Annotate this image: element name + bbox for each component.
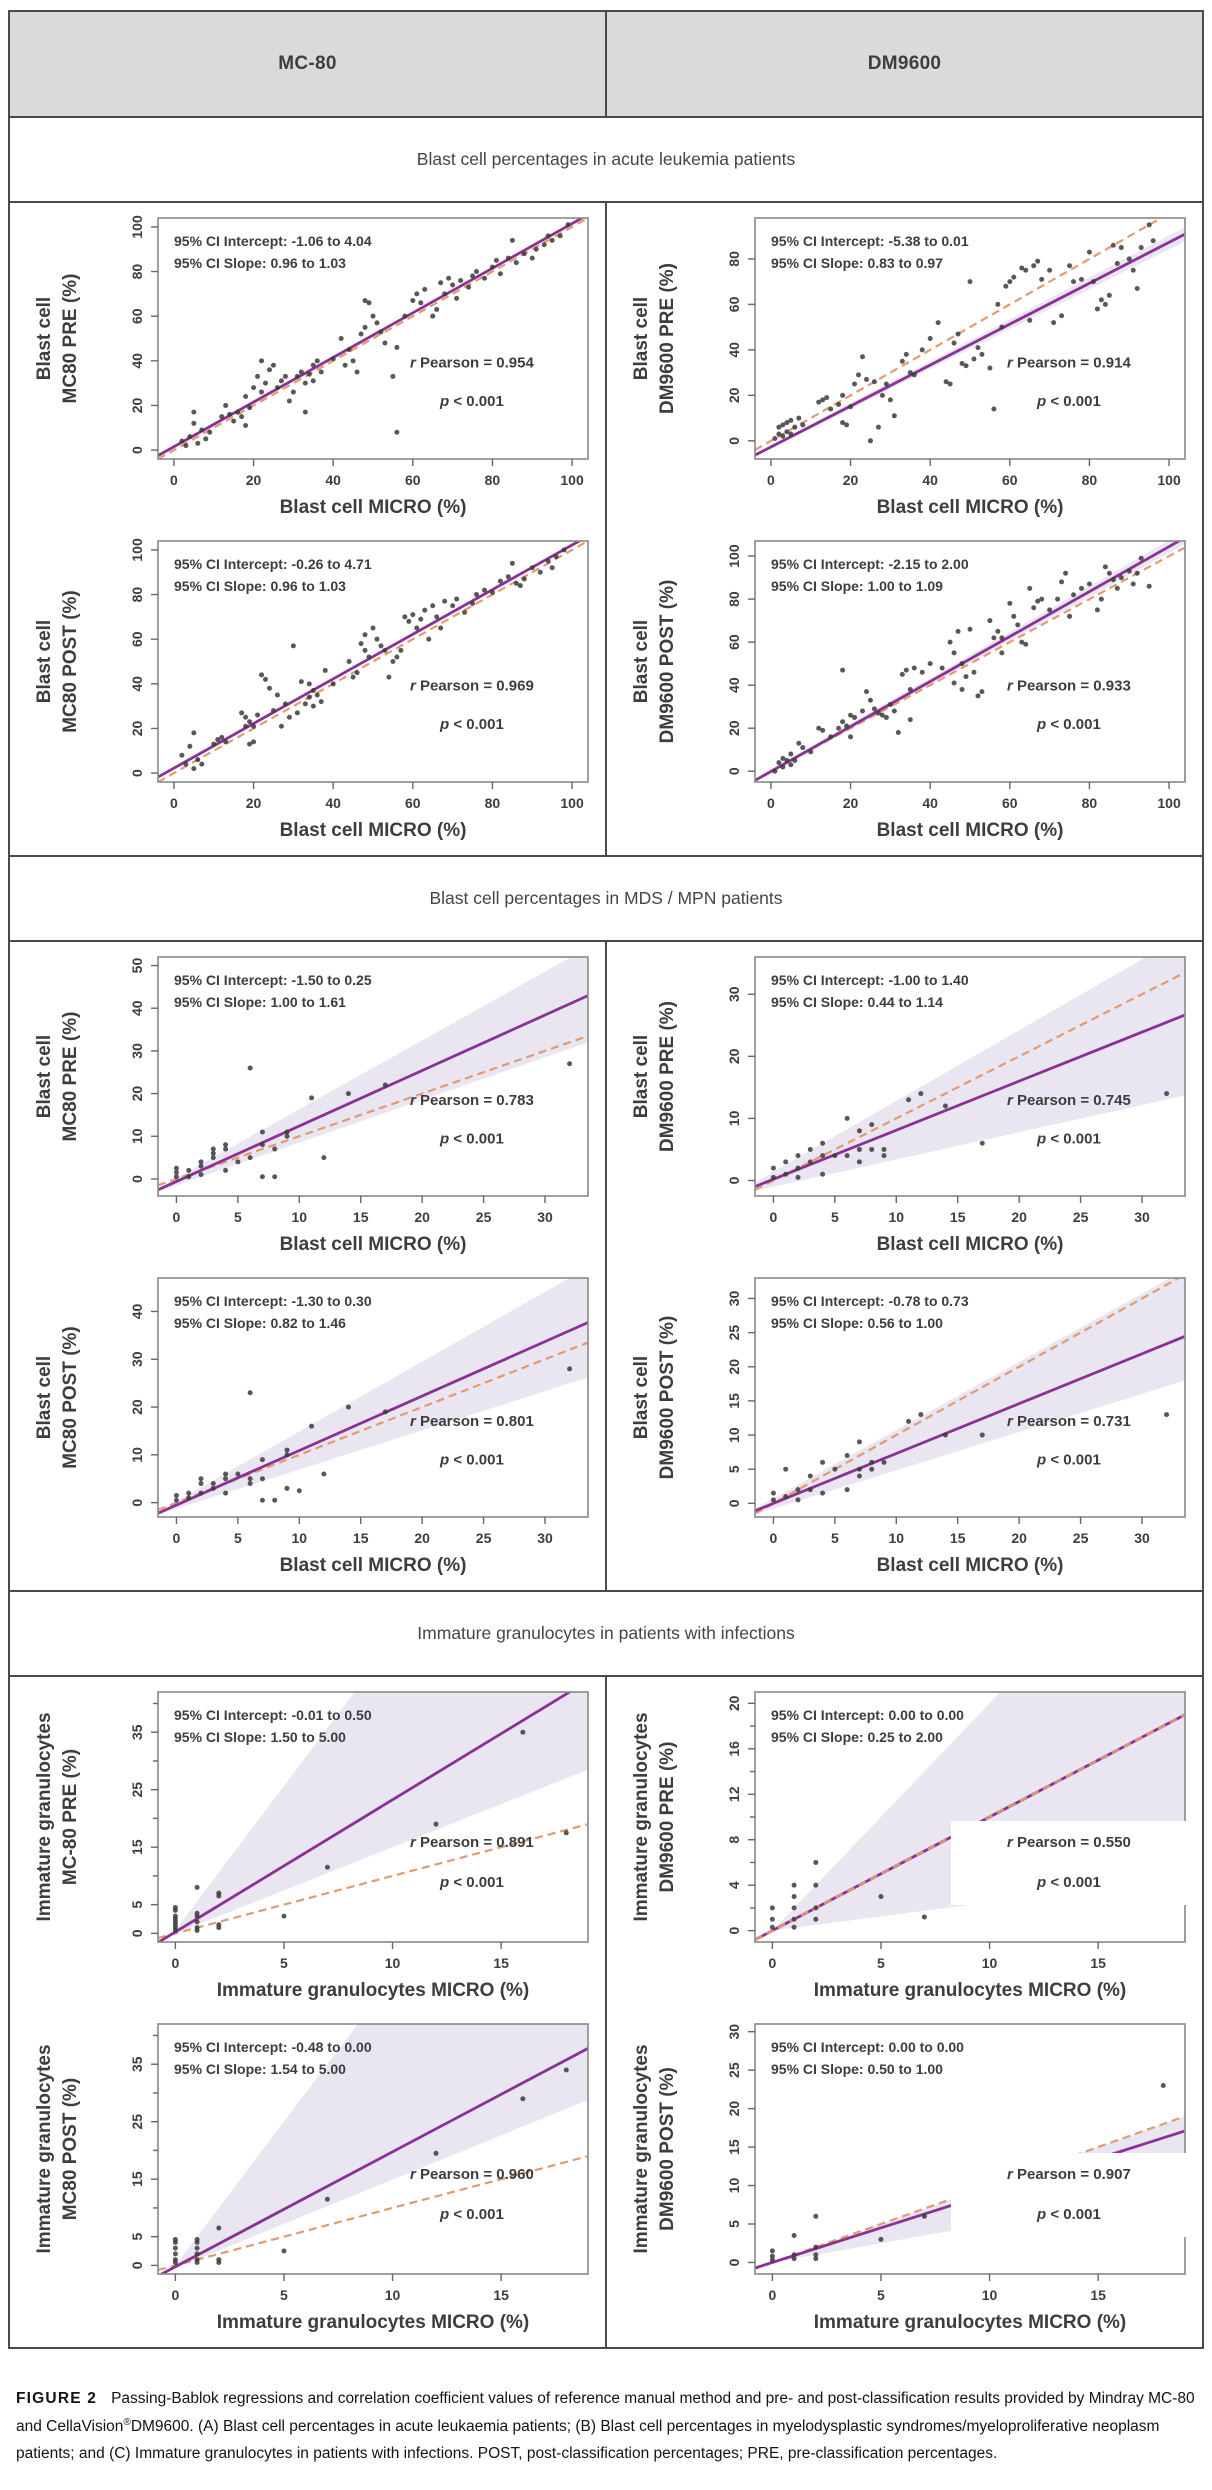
svg-text:20: 20 [129, 720, 145, 737]
y-axis-label-line1: Blast cell [34, 619, 55, 704]
ci-slope-annotation: 95% CI Slope: 0.96 to 1.03 [174, 578, 346, 594]
svg-text:20: 20 [129, 397, 145, 414]
ci-slope-annotation: 95% CI Slope: 1.50 to 5.00 [174, 1729, 346, 1745]
x-axis-label: Blast cell MICRO (%) [279, 1555, 467, 1576]
svg-text:20: 20 [726, 387, 742, 404]
svg-text:10: 10 [129, 1128, 145, 1145]
svg-text:60: 60 [726, 296, 742, 313]
p-value-annotation: p < 0.001 [1036, 1874, 1101, 1891]
x-axis-label: Blast cell MICRO (%) [279, 820, 467, 841]
svg-text:5: 5 [726, 2220, 742, 2228]
scatter-plot-mc80-pre-infections [10, 1680, 605, 2012]
pearson-r-annotation: r Pearson = 0.550 [1006, 1834, 1131, 1851]
svg-text:0: 0 [129, 1929, 145, 1938]
svg-text:40: 40 [726, 342, 742, 358]
y-axis-label-line2: DM9600 POST (%) [657, 579, 678, 744]
p-value-annotation: p < 0.001 [439, 1451, 504, 1469]
svg-text:80: 80 [129, 586, 145, 603]
svg-text:5: 5 [877, 1955, 885, 1971]
p-value-annotation: p < 0.001 [1036, 715, 1101, 733]
section-plots-mds-mpn [10, 940, 1202, 1590]
ci-intercept-annotation: 95% CI Intercept: -1.00 to 1.40 [771, 972, 969, 988]
header-cell-dm9600 [605, 12, 1202, 116]
plot-area [158, 536, 588, 782]
svg-text:15: 15 [352, 1530, 369, 1546]
y-axis-label-line1: Blast cell [34, 1355, 55, 1440]
svg-text:30: 30 [537, 1530, 553, 1546]
svg-text:5: 5 [233, 1530, 242, 1546]
svg-text:50: 50 [129, 957, 145, 974]
plot-svg [10, 1266, 605, 1587]
p-value-annotation: p < 0.001 [1036, 392, 1101, 410]
p-value-annotation: p < 0.001 [439, 2206, 504, 2223]
plot-svg [607, 945, 1202, 1266]
svg-text:100: 100 [726, 544, 742, 568]
plot-svg [10, 529, 605, 852]
svg-text:30: 30 [1134, 1530, 1150, 1546]
p-value-annotation: p < 0.001 [439, 1130, 504, 1148]
regression-line [755, 538, 1185, 781]
svg-text:10: 10 [888, 1530, 905, 1546]
svg-text:80: 80 [129, 263, 145, 280]
y-axis-label-line2: MC80 POST (%) [60, 590, 81, 733]
plot-area [158, 215, 588, 459]
svg-text:5: 5 [233, 1209, 242, 1225]
svg-text:0: 0 [172, 1530, 181, 1546]
x-axis-label: Blast cell MICRO (%) [279, 1234, 467, 1255]
section-plots-acute-leukemia [10, 201, 1202, 855]
svg-text:20: 20 [245, 795, 262, 811]
x-axis-label: Immature granulocytes MICRO (%) [813, 2312, 1127, 2333]
svg-text:0: 0 [767, 795, 775, 811]
ci-intercept-annotation: 95% CI Intercept: -5.38 to 0.01 [771, 233, 969, 249]
svg-text:0: 0 [726, 1499, 742, 1508]
figure-caption-label: FIGURE 2 [16, 2390, 98, 2407]
svg-text:40: 40 [325, 795, 341, 811]
svg-text:15: 15 [726, 1393, 742, 1409]
svg-text:30: 30 [726, 1290, 742, 1307]
svg-text:5: 5 [280, 1955, 288, 1971]
y-axis-label-line2: DM9600 POST (%) [657, 2067, 678, 2231]
y-axis-label-line1: Blast cell [631, 296, 652, 381]
svg-text:80: 80 [1081, 472, 1098, 488]
svg-text:0: 0 [726, 2258, 742, 2267]
ci-intercept-annotation: 95% CI Intercept: -0.01 to 0.50 [174, 1707, 372, 1723]
pearson-r-annotation: r Pearson = 0.907 [1006, 2166, 1131, 2183]
y-axis-label-line2: MC80 POST (%) [60, 1326, 81, 1469]
svg-text:25: 25 [726, 2062, 742, 2078]
svg-text:40: 40 [129, 353, 145, 369]
p-value-annotation: p < 0.001 [1036, 1130, 1101, 1148]
y-axis-label-line1: Immature granulocytes [631, 1712, 652, 1922]
plot-svg [607, 206, 1202, 529]
section-title-acute-leukemia [10, 116, 1202, 201]
y-axis-label-line1: Immature granulocytes [631, 2044, 652, 2254]
svg-text:10: 10 [888, 1209, 905, 1225]
svg-text:80: 80 [726, 591, 742, 607]
svg-text:60: 60 [405, 795, 421, 811]
registered-trademark-symbol: ® [123, 2416, 131, 2428]
svg-text:100: 100 [1157, 795, 1181, 811]
y-axis-label-line2: DM9600 PRE (%) [657, 1001, 678, 1152]
ci-slope-annotation: 95% CI Slope: 0.56 to 1.00 [771, 1315, 943, 1331]
p-value-annotation: p < 0.001 [439, 392, 504, 410]
x-axis-label: Blast cell MICRO (%) [876, 1555, 1064, 1576]
svg-text:10: 10 [726, 2177, 742, 2194]
svg-text:60: 60 [129, 308, 145, 324]
svg-text:0: 0 [726, 1926, 742, 1935]
pearson-r-annotation: r Pearson = 0.933 [1006, 677, 1131, 695]
ci-intercept-annotation: 95% CI Intercept: 0.00 to 0.00 [771, 2039, 964, 2055]
y-axis-label-line1: Blast cell [631, 1034, 652, 1119]
svg-text:40: 40 [325, 472, 341, 488]
svg-text:20: 20 [245, 472, 262, 488]
svg-text:100: 100 [129, 538, 145, 562]
svg-text:10: 10 [384, 1955, 401, 1971]
y-axis-label-line1: Blast cell [631, 619, 652, 704]
svg-text:4: 4 [726, 1881, 742, 1890]
svg-text:40: 40 [922, 472, 938, 488]
ci-slope-annotation: 95% CI Slope: 1.54 to 5.00 [174, 2061, 346, 2077]
svg-text:60: 60 [405, 472, 421, 488]
x-axis-label: Blast cell MICRO (%) [876, 1234, 1064, 1255]
svg-text:10: 10 [291, 1209, 308, 1225]
svg-text:20: 20 [414, 1209, 430, 1225]
svg-text:15: 15 [949, 1530, 966, 1546]
column-dm9600 [605, 203, 1202, 855]
ci-intercept-annotation: 95% CI Intercept: 0.00 to 0.00 [771, 1707, 964, 1723]
ci-slope-annotation: 95% CI Slope: 1.00 to 1.09 [771, 578, 943, 594]
svg-text:10: 10 [726, 1110, 742, 1127]
plot-svg [607, 1680, 1202, 2012]
svg-text:100: 100 [560, 472, 584, 488]
pearson-r-annotation: r Pearson = 0.954 [409, 354, 534, 372]
svg-text:25: 25 [475, 1530, 492, 1546]
svg-text:100: 100 [1157, 472, 1181, 488]
x-axis-label: Blast cell MICRO (%) [876, 497, 1064, 518]
svg-text:15: 15 [726, 2139, 742, 2155]
svg-text:0: 0 [769, 1530, 778, 1546]
y-axis-label-line2: MC80 PRE (%) [60, 273, 81, 404]
svg-text:40: 40 [922, 795, 938, 811]
section-plots-infections [10, 1675, 1202, 2347]
svg-text:30: 30 [726, 2023, 742, 2040]
x-axis-label: Immature granulocytes MICRO (%) [216, 2312, 530, 2333]
ci-intercept-annotation: 95% CI Intercept: -1.30 to 0.30 [174, 1293, 372, 1309]
plot-svg [10, 206, 605, 529]
svg-text:10: 10 [981, 1955, 998, 1971]
plot-svg [10, 2012, 605, 2344]
svg-text:15: 15 [1090, 1955, 1106, 1971]
svg-text:0: 0 [726, 1176, 742, 1185]
svg-text:40: 40 [726, 677, 742, 693]
svg-text:0: 0 [171, 1955, 180, 1971]
svg-text:80: 80 [484, 472, 501, 488]
y-axis-label-line2: MC-80 PRE (%) [60, 1748, 81, 1886]
svg-text:0: 0 [129, 1175, 145, 1183]
svg-text:0: 0 [129, 769, 145, 777]
pearson-r-annotation: r Pearson = 0.745 [1006, 1092, 1131, 1110]
y-axis-label-line1: Blast cell [34, 1034, 55, 1119]
y-axis-label-line1: Blast cell [34, 296, 55, 381]
svg-text:80: 80 [484, 795, 501, 811]
regression-line [158, 536, 588, 777]
ci-slope-annotation: 95% CI Slope: 0.96 to 1.03 [174, 255, 346, 271]
y-axis-label-line2: DM9600 POST (%) [657, 1315, 678, 1480]
svg-text:0: 0 [767, 472, 775, 488]
plot-svg [607, 1266, 1202, 1587]
pearson-r-annotation: r Pearson = 0.969 [409, 677, 534, 695]
section-title-text: Blast cell percentages in MDS / MPN patients [429, 888, 783, 908]
svg-text:5: 5 [726, 1465, 742, 1474]
svg-text:30: 30 [726, 986, 742, 1003]
svg-text:15: 15 [352, 1209, 369, 1225]
svg-text:10: 10 [129, 1447, 145, 1463]
svg-text:30: 30 [129, 1351, 145, 1368]
analyzer-name-mc80: MC-80 [278, 53, 337, 74]
scatter-plot-mc80-pre-mds [10, 945, 605, 1266]
header-row [10, 12, 1202, 116]
figure-caption-text-1: Passing-Bablok regressions and correlation coefficient values of reference manual method and pre- and post-classification results provided by Mindray MC-80 and CellaVision [16, 2390, 1195, 2435]
ci-slope-annotation: 95% CI Slope: 0.83 to 0.97 [771, 255, 943, 271]
p-value-annotation: p < 0.001 [1036, 1451, 1101, 1469]
svg-text:40: 40 [129, 1000, 145, 1017]
svg-text:0: 0 [129, 446, 145, 454]
scatter-plot-dm9600-post-mds [607, 1266, 1202, 1587]
svg-text:60: 60 [129, 631, 145, 647]
y-axis-label-line1: Immature granulocytes [34, 1712, 55, 1922]
svg-text:15: 15 [129, 1839, 145, 1855]
p-value-annotation: p < 0.001 [439, 1874, 504, 1891]
svg-text:20: 20 [1011, 1530, 1027, 1546]
svg-text:0: 0 [769, 1209, 778, 1225]
svg-text:25: 25 [129, 2113, 145, 2130]
ci-intercept-annotation: 95% CI Intercept: -0.78 to 0.73 [771, 1293, 969, 1309]
ci-intercept-annotation: 95% CI Intercept: -0.48 to 0.00 [174, 2039, 372, 2055]
svg-text:5: 5 [877, 2287, 885, 2303]
x-axis-label: Blast cell MICRO (%) [279, 497, 467, 518]
svg-text:20: 20 [414, 1530, 430, 1546]
y-axis-label-line2: MC80 POST (%) [60, 2077, 81, 2221]
svg-text:0: 0 [172, 1209, 181, 1225]
svg-text:5: 5 [129, 1900, 145, 1909]
svg-text:60: 60 [1002, 472, 1018, 488]
svg-text:12: 12 [726, 1786, 742, 1803]
svg-text:20: 20 [842, 795, 859, 811]
svg-text:10: 10 [981, 2287, 998, 2303]
analyzer-name-dm9600: DM9600 [867, 53, 942, 74]
ci-intercept-annotation: 95% CI Intercept: -1.06 to 4.04 [174, 233, 372, 249]
svg-text:35: 35 [129, 2056, 145, 2073]
svg-text:0: 0 [768, 1955, 777, 1971]
plot-svg [607, 529, 1202, 852]
svg-text:10: 10 [384, 2287, 401, 2303]
svg-text:15: 15 [1090, 2287, 1106, 2303]
svg-text:8: 8 [726, 1835, 742, 1844]
x-axis-label: Immature granulocytes MICRO (%) [216, 1980, 530, 2001]
section-title-mds-mpn [10, 855, 1202, 940]
svg-text:0: 0 [170, 472, 178, 488]
svg-text:30: 30 [537, 1209, 553, 1225]
figure-table [8, 10, 1204, 2349]
svg-text:10: 10 [726, 1427, 742, 1443]
ci-slope-annotation: 95% CI Slope: 0.44 to 1.14 [771, 994, 943, 1010]
scatter-plot-mc80-post-mds [10, 1266, 605, 1587]
svg-text:30: 30 [1134, 1209, 1150, 1225]
column-mc80 [10, 1677, 605, 2347]
svg-text:25: 25 [475, 1209, 492, 1225]
y-axis-label-line2: DM9600 PRE (%) [657, 1741, 678, 1893]
svg-text:5: 5 [830, 1530, 839, 1546]
figure-caption-text-2: DM9600. (A) Blast cell percentages in acute leukaemia patients; (B) Blast cell percentages in myelodysplastic syndromes/myeloproliferative neoplasm patients; and (C) Immature granulocytes in patients with infections. POST, post-classification percentages; PRE, pre-classification percentages. [16, 2417, 1160, 2463]
header-cell-mc80 [10, 12, 605, 116]
svg-text:80: 80 [1081, 795, 1098, 811]
svg-text:35: 35 [129, 1724, 145, 1741]
y-axis-label-line2: DM9600 PRE (%) [657, 263, 678, 414]
svg-text:20: 20 [726, 1358, 742, 1375]
section-title-infections [10, 1590, 1202, 1675]
scatter-plot-mc80-pre-leukemia [10, 206, 605, 529]
svg-text:25: 25 [1072, 1530, 1089, 1546]
ci-slope-annotation: 95% CI Slope: 0.50 to 1.00 [771, 2061, 943, 2077]
y-axis-label-line1: Blast cell [631, 1355, 652, 1440]
svg-text:60: 60 [1002, 795, 1018, 811]
regression-line [158, 215, 588, 456]
svg-text:100: 100 [560, 795, 584, 811]
pearson-r-annotation: r Pearson = 0.731 [1006, 1413, 1131, 1431]
ci-slope-annotation: 95% CI Slope: 1.00 to 1.61 [174, 994, 346, 1010]
svg-text:25: 25 [129, 1781, 145, 1798]
svg-text:0: 0 [726, 436, 742, 445]
column-mc80 [10, 942, 605, 1590]
scatter-plot-dm9600-post-infections [607, 2012, 1202, 2344]
column-dm9600 [605, 942, 1202, 1590]
ci-slope-annotation: 95% CI Slope: 0.82 to 1.46 [174, 1315, 346, 1331]
svg-text:0: 0 [170, 795, 178, 811]
svg-text:15: 15 [129, 2171, 145, 2187]
svg-text:0: 0 [171, 2287, 180, 2303]
figure-caption [16, 2385, 1196, 2468]
pearson-r-annotation: r Pearson = 0.914 [1006, 354, 1131, 372]
svg-text:20: 20 [129, 1399, 145, 1415]
plot-svg [10, 1680, 605, 2012]
pearson-r-annotation: r Pearson = 0.801 [409, 1413, 534, 1431]
scatter-plot-dm9600-pre-infections [607, 1680, 1202, 2012]
svg-text:20: 20 [726, 1695, 742, 1712]
svg-text:0: 0 [726, 767, 742, 776]
scatter-plot-mc80-post-leukemia [10, 529, 605, 852]
svg-text:5: 5 [830, 1209, 839, 1225]
scatter-plot-dm9600-post-leukemia [607, 529, 1202, 852]
p-value-annotation: p < 0.001 [1036, 2206, 1101, 2223]
svg-text:5: 5 [280, 2287, 288, 2303]
pearson-r-annotation: r Pearson = 0.783 [409, 1092, 534, 1110]
svg-text:0: 0 [768, 2287, 777, 2303]
svg-text:25: 25 [726, 1324, 742, 1341]
column-dm9600 [605, 1677, 1202, 2347]
p-value-annotation: p < 0.001 [439, 715, 504, 733]
svg-text:0: 0 [129, 2261, 145, 2270]
scatter-plot-mc80-post-infections [10, 2012, 605, 2344]
svg-text:10: 10 [291, 1530, 308, 1546]
pearson-r-annotation: r Pearson = 0.960 [409, 2166, 534, 2183]
plot-svg [607, 2012, 1202, 2344]
column-mc80 [10, 203, 605, 855]
svg-text:15: 15 [493, 2287, 509, 2303]
svg-text:20: 20 [129, 1085, 145, 1102]
plot-svg [10, 945, 605, 1266]
svg-text:0: 0 [129, 1498, 145, 1507]
svg-text:40: 40 [129, 676, 145, 692]
scatter-plot-dm9600-pre-leukemia [607, 206, 1202, 529]
y-axis-label-line1: Immature granulocytes [34, 2044, 55, 2254]
svg-text:20: 20 [726, 1048, 742, 1065]
svg-text:80: 80 [726, 251, 742, 267]
svg-text:25: 25 [1072, 1209, 1089, 1225]
svg-text:60: 60 [726, 634, 742, 650]
section-title-text: Blast cell percentages in acute leukemia patients [416, 149, 796, 169]
ci-intercept-annotation: 95% CI Intercept: -1.50 to 0.25 [174, 972, 372, 988]
svg-text:30: 30 [129, 1043, 145, 1059]
svg-text:16: 16 [726, 1741, 742, 1757]
section-title-text: Immature granulocytes in patients with infections [417, 1623, 795, 1643]
svg-text:20: 20 [842, 472, 859, 488]
ci-slope-annotation: 95% CI Slope: 0.25 to 2.00 [771, 1729, 943, 1745]
ci-intercept-annotation: 95% CI Intercept: -0.26 to 4.71 [174, 556, 372, 572]
svg-text:5: 5 [129, 2232, 145, 2241]
svg-text:20: 20 [726, 2100, 742, 2117]
pearson-r-annotation: r Pearson = 0.891 [409, 1834, 534, 1851]
svg-text:20: 20 [1011, 1209, 1027, 1225]
svg-text:20: 20 [726, 720, 742, 736]
scatter-plot-dm9600-pre-mds [607, 945, 1202, 1266]
svg-text:40: 40 [129, 1303, 145, 1320]
x-axis-label: Blast cell MICRO (%) [876, 820, 1064, 841]
svg-text:15: 15 [949, 1209, 966, 1225]
y-axis-label-line2: MC80 PRE (%) [60, 1011, 81, 1142]
svg-text:15: 15 [493, 1955, 509, 1971]
svg-text:100: 100 [129, 215, 145, 239]
ci-intercept-annotation: 95% CI Intercept: -2.15 to 2.00 [771, 556, 969, 572]
x-axis-label: Immature granulocytes MICRO (%) [813, 1980, 1127, 2001]
